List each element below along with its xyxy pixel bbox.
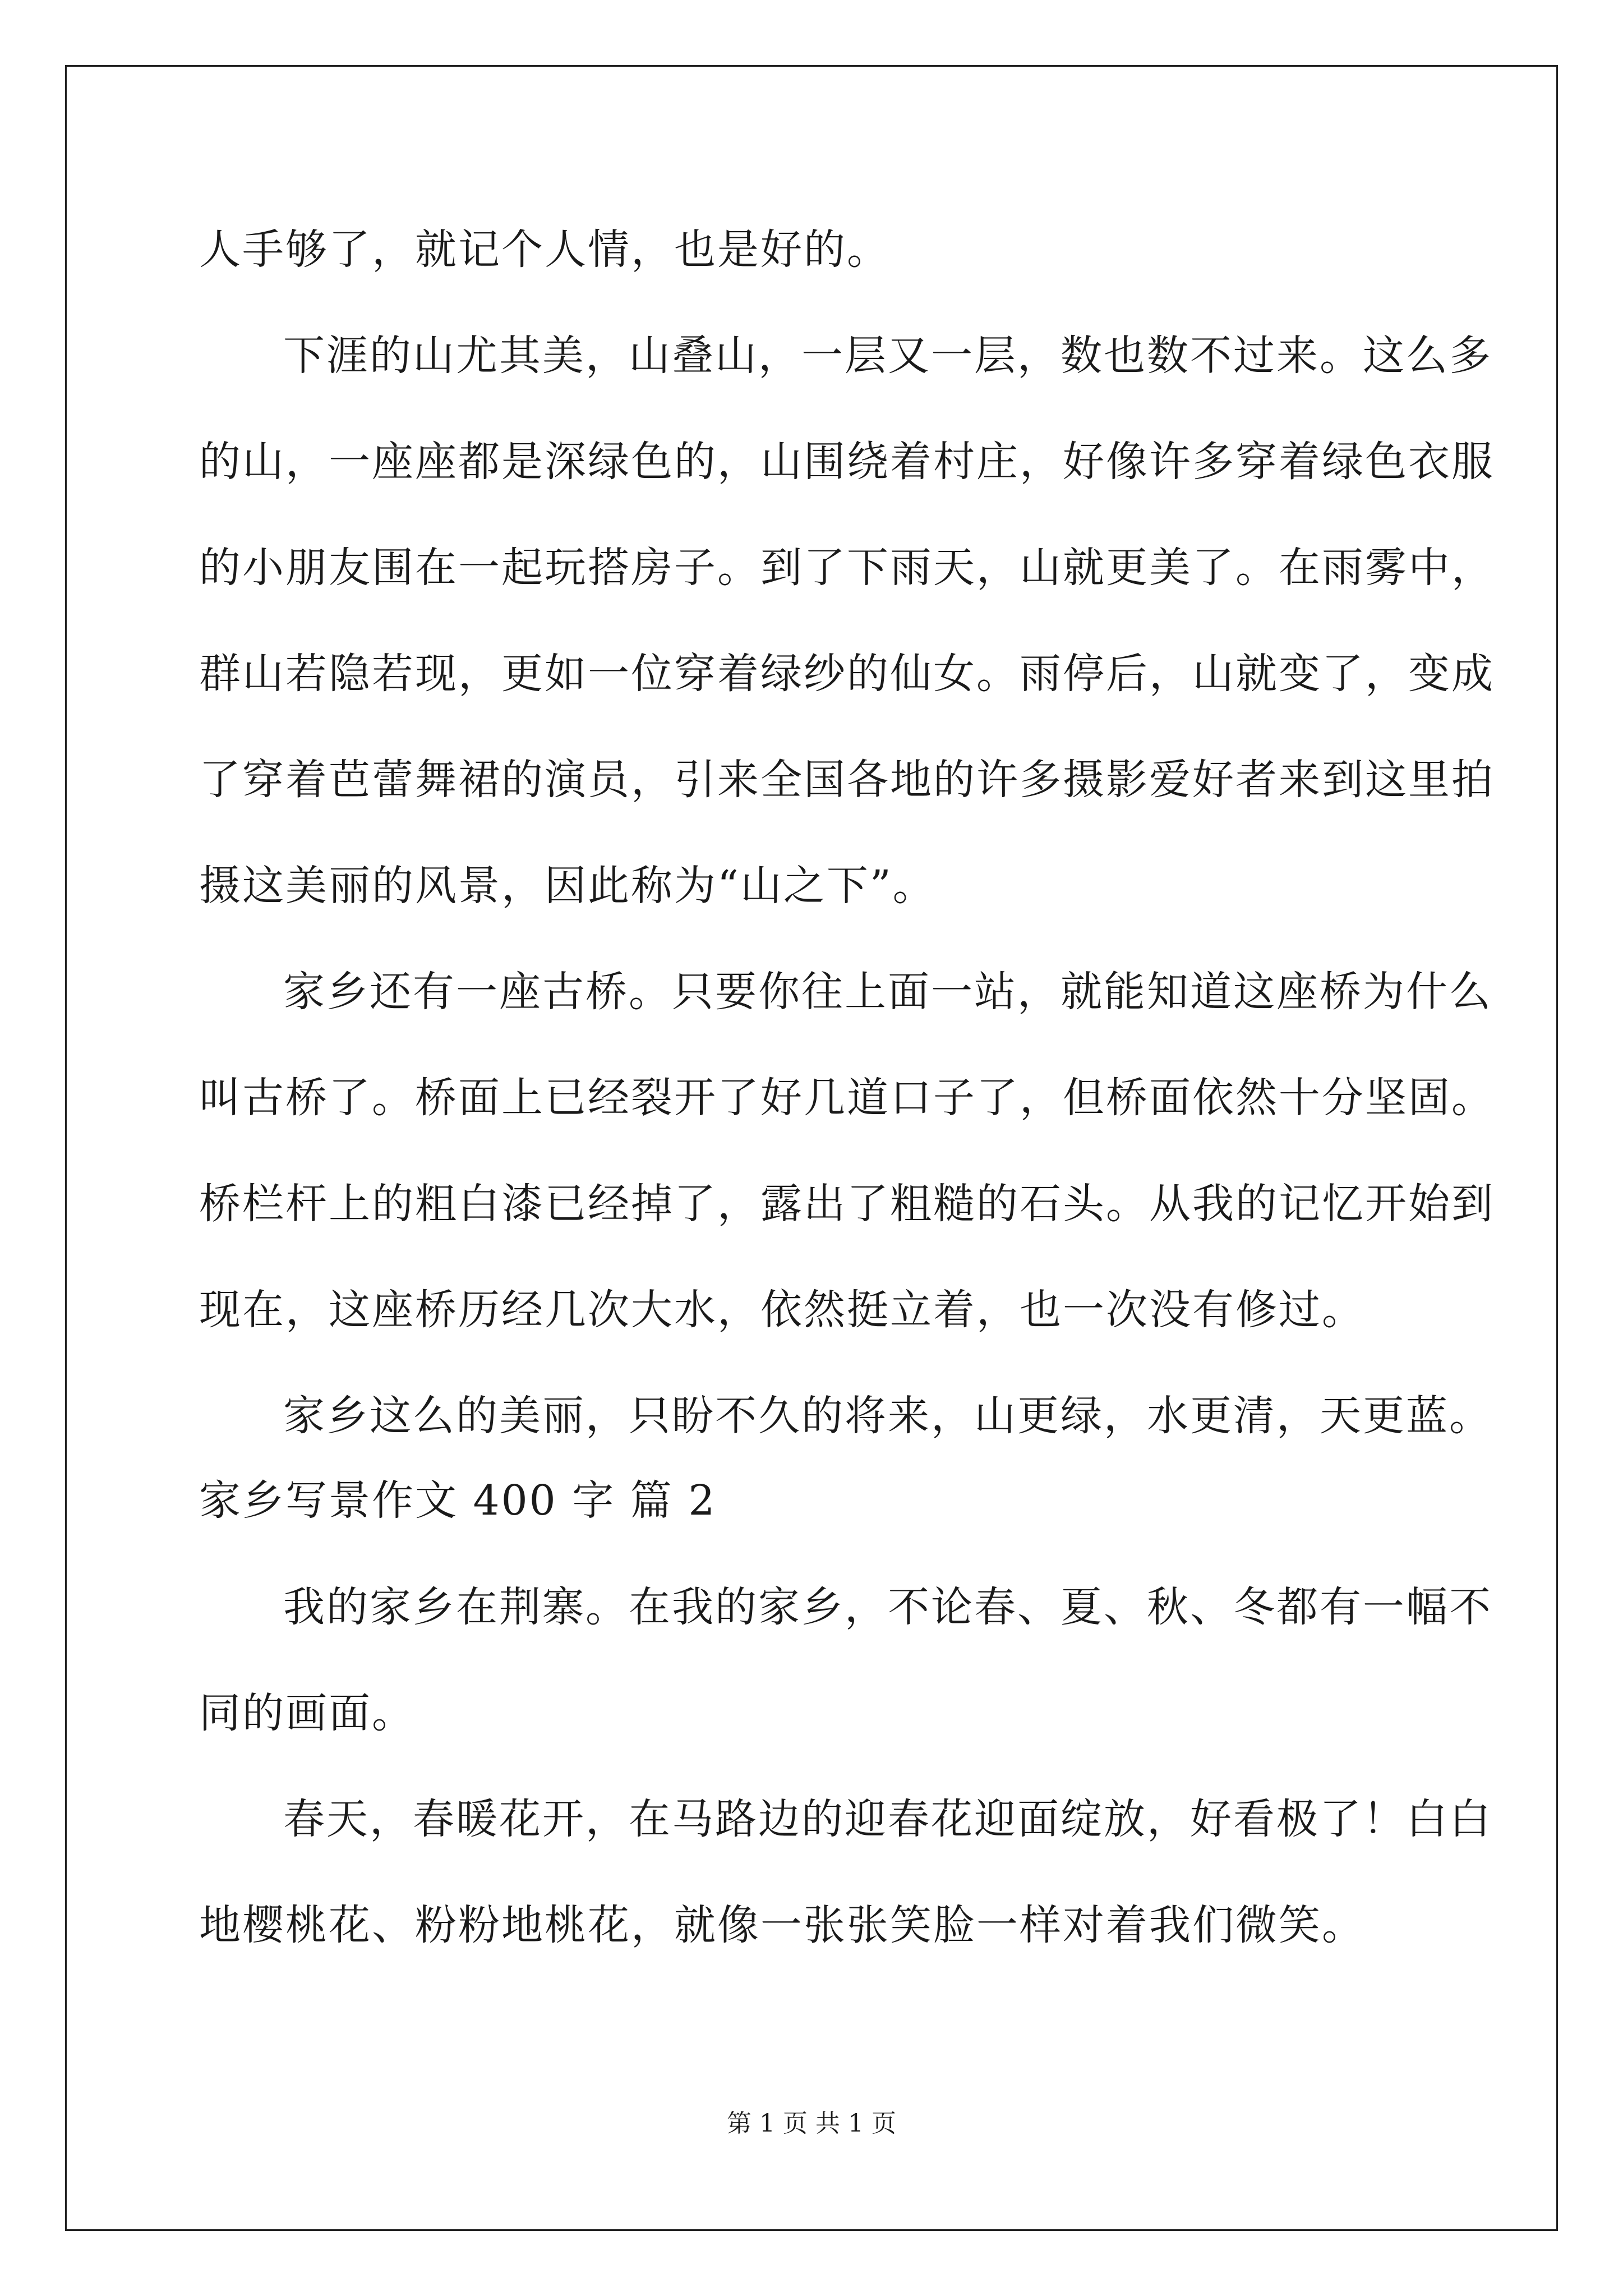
text-line: 我的家乡在荆寨。在我的家乡，不论春、夏、秋、冬都有一幅不 — [283, 1583, 1492, 1631]
text-line: 人手够了，就记个人情，也是好的。 — [199, 226, 890, 274]
text-line: 同的画面。 — [199, 1689, 415, 1737]
text-line: 的山，一座座都是深绿色的，山围绕着村庄，好像许多穿着绿色衣服 — [199, 438, 1495, 486]
text-line: 春天，春暖花开，在马路边的迎春花迎面绽放，好看极了！白白 — [283, 1795, 1492, 1843]
section-heading: 家乡写景作文 400 字 篇 2 — [199, 1476, 717, 1525]
text-line: 地樱桃花、粉粉地桃花，就像一张张笑脸一样对着我们微笑。 — [199, 1901, 1365, 1949]
text-line: 群山若隐若现，更如一位穿着绿纱的仙女。雨停后，山就变了，变成 — [199, 650, 1495, 698]
text-line: 叫古桥了。桥面上已经裂开了好几道口子了，但桥面依然十分坚固。 — [199, 1074, 1495, 1122]
text-line: 摄这美丽的风景，因此称为“山之下”。 — [199, 862, 936, 910]
text-line: 了穿着芭蕾舞裙的演员，引来全国各地的许多摄影爱好者来到这里拍 — [199, 756, 1495, 804]
text-line: 家乡还有一座古桥。只要你往上面一站，就能知道这座桥为什么 — [283, 968, 1492, 1016]
text-line: 的小朋友围在一起玩搭房子。到了下雨天，山就更美了。在雨雾中， — [199, 544, 1495, 592]
page-number-footer: 第 1 页 共 1 页 — [727, 2109, 896, 2138]
text-line: 现在，这座桥历经几次大水，依然挺立着，也一次没有修过。 — [199, 1286, 1365, 1334]
text-line: 桥栏杆上的粗白漆已经掉了，露出了粗糙的石头。从我的记忆开始到 — [199, 1180, 1495, 1228]
text-line: 家乡这么的美丽，只盼不久的将来，山更绿，水更清，天更蓝。 — [283, 1392, 1492, 1440]
text-line: 下涯的山尤其美，山叠山，一层又一层，数也数不过来。这么多 — [283, 332, 1492, 380]
